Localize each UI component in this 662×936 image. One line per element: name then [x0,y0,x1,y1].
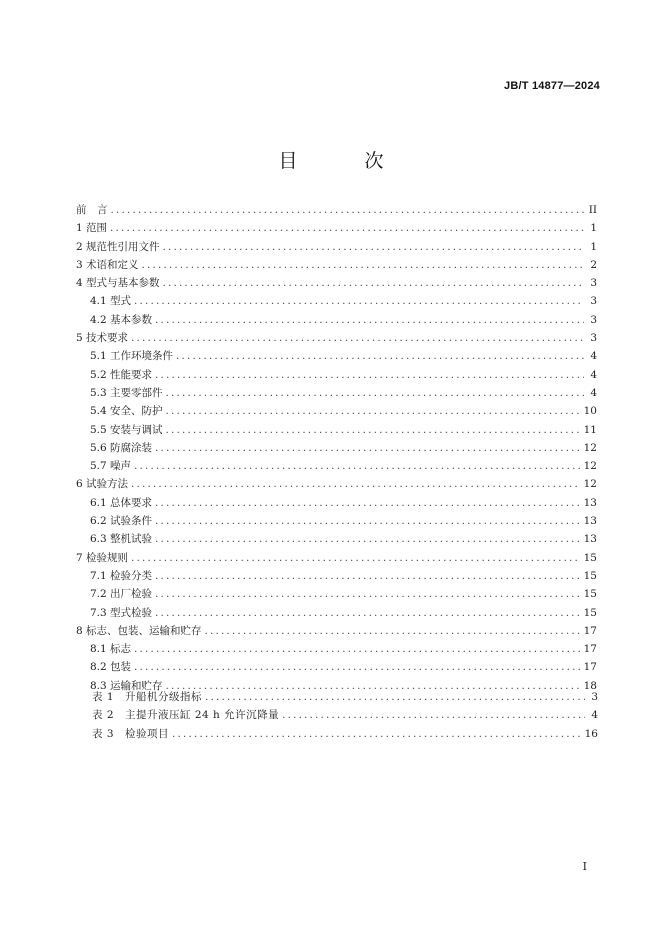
toc-label: 8.3 运输和贮存 [90,679,163,692]
toc-entry-5-5[interactable] [76,421,597,439]
toc-label: 5 技术要求 [76,332,129,345]
toc-leader-dots [155,512,581,530]
toc-leader-dots [155,567,581,585]
toc-entry-8-1[interactable] [76,640,597,658]
toc-leader-dots [166,421,581,439]
toc-label: 5.5 安装与调试 [90,423,163,436]
toc-entry-5-3[interactable] [76,384,597,402]
toc-entry-5-1[interactable] [76,347,597,365]
toc-label: 8.2 包装 [90,661,132,674]
toc-leader-dots [163,238,584,256]
toc-leader-dots [163,274,584,292]
footer-page-number: I [582,860,587,873]
table-entry-page-number: 3 [591,691,598,703]
toc-label: 7 检验规则 [76,551,129,564]
toc-leader-dots [155,311,584,329]
toc-page-number: 3 [590,295,597,308]
standard-code: JB/T 14877—2024 [504,80,600,92]
toc-page-number: 3 [590,313,597,326]
toc-label: 5.3 主要零部件 [90,386,163,399]
toc-label: 6.2 试验条件 [90,515,153,528]
toc-label: 4.1 型式 [90,295,132,308]
toc-leader-dots [205,688,585,706]
table-of-contents [76,201,597,695]
toc-label: 5.2 性能要求 [90,368,153,381]
toc-leader-dots [166,402,581,420]
toc-entry-6-3[interactable] [76,530,597,548]
toc-label: 7.2 出厂检验 [90,588,153,601]
toc-leader-dots [155,366,584,384]
toc-entry-3[interactable] [76,256,597,274]
toc-label: 4.2 基本参数 [90,313,153,326]
toc-label: 5.6 防腐涂装 [90,441,153,454]
toc-page-number: 15 [583,551,597,564]
toc-leader-dots [205,622,581,640]
toc-page-number: 15 [583,569,597,582]
table-entry-label: 表 2 主提升液压缸 24 h 允许沉降量 [92,709,280,722]
toc-label: 8.1 标志 [90,643,132,656]
toc-page-number: 4 [590,368,597,381]
toc-label: 7.3 型式检验 [90,606,153,619]
toc-leader-dots [110,219,584,237]
toc-entry-5-4[interactable] [76,402,597,420]
toc-label: 前 言 [76,204,108,216]
toc-entry-2[interactable] [76,238,597,256]
toc-page-number: 18 [583,679,597,692]
toc-entry-6[interactable] [76,475,597,493]
toc-label: 6 试验方法 [76,478,129,491]
toc-leader-dots [282,706,585,724]
toc-label: 7.1 检验分类 [90,569,153,582]
toc-leader-dots [176,347,584,365]
toc-leader-dots [155,494,581,512]
toc-label: 4 型式与基本参数 [76,277,160,290]
toc-entry-5-2[interactable] [76,366,597,384]
toc-entry-4[interactable] [76,274,597,292]
toc-page-number: 10 [583,405,597,418]
toc-page-number: 3 [590,332,597,345]
table-entry-3[interactable] [92,725,598,743]
table-entry-label: 表 1 升船机分级指标 [92,691,203,703]
toc-page-number: 15 [583,588,597,601]
toc-page-number: II [588,204,597,216]
toc-leader-dots [134,640,581,658]
toc-page-number: 17 [583,643,597,656]
toc-leader-dots [131,329,584,347]
toc-page-number: 2 [590,258,597,271]
toc-leader-dots [111,201,585,219]
toc-label: 3 术语和定义 [76,258,139,271]
toc-entry-8[interactable] [76,622,597,640]
toc-leader-dots [134,457,581,475]
toc-page-number: 1 [590,222,597,235]
toc-page-number: 12 [583,460,597,473]
toc-page-number: 13 [583,515,597,528]
toc-label: 6.1 总体要求 [90,496,153,509]
toc-leader-dots [166,384,584,402]
toc-page-number: 4 [590,350,597,363]
toc-leader-dots [142,256,584,274]
toc-label: 5.4 安全、防护 [90,405,163,418]
table-entry-page-number: 16 [584,727,598,740]
toc-entry-7-3[interactable] [76,604,597,622]
toc-page-number: 15 [583,606,597,619]
toc-entry-7[interactable] [76,549,597,567]
toc-entry-8-2[interactable] [76,658,597,676]
toc-leader-dots [155,439,581,457]
toc-leader-dots [131,549,581,567]
toc-label: 5.7 噪声 [90,460,132,473]
toc-label: 8 标志、包装、运输和贮存 [76,624,202,637]
table-entry-1[interactable] [92,688,598,706]
toc-page-number: 13 [583,533,597,546]
toc-leader-dots [155,585,581,603]
toc-label: 6.3 整机试验 [90,533,153,546]
table-entry-label: 表 3 检验项目 [92,727,170,740]
toc-page-number: 4 [590,386,597,399]
toc-page-number: 1 [590,240,597,253]
toc-entry-4-2[interactable] [76,311,597,329]
toc-entry-1[interactable] [76,219,597,237]
toc-leader-dots [134,658,581,676]
toc-page-number: 12 [583,478,597,491]
toc-entry-foreword[interactable] [76,201,597,219]
toc-page-number: 17 [583,661,597,674]
toc-label: 5.1 工作环境条件 [90,350,174,363]
toc-entry-6-2[interactable] [76,512,597,530]
toc-entry-6-1[interactable] [76,494,597,512]
toc-label: 1 范围 [76,222,108,235]
toc-entry-5[interactable] [76,329,597,347]
toc-page-number: 3 [590,277,597,290]
list-of-tables [92,688,598,743]
toc-entry-7-1[interactable] [76,567,597,585]
toc-leader-dots [155,530,581,548]
toc-page-number: 11 [583,423,597,436]
toc-entry-7-2[interactable] [76,585,597,603]
toc-page-number: 12 [583,441,597,454]
toc-leader-dots [172,725,582,743]
table-entry-2[interactable] [92,706,598,724]
toc-leader-dots [131,475,581,493]
toc-entry-5-6[interactable] [76,439,597,457]
toc-page-number: 17 [583,624,597,637]
toc-entry-5-7[interactable] [76,457,597,475]
table-entry-page-number: 4 [591,709,598,722]
toc-entry-4-1[interactable] [76,292,597,310]
toc-page-number: 13 [583,496,597,509]
toc-leader-dots [134,292,584,310]
page-title: 目 次 [278,150,408,172]
toc-label: 2 规范性引用文件 [76,240,160,253]
toc-leader-dots [155,604,581,622]
